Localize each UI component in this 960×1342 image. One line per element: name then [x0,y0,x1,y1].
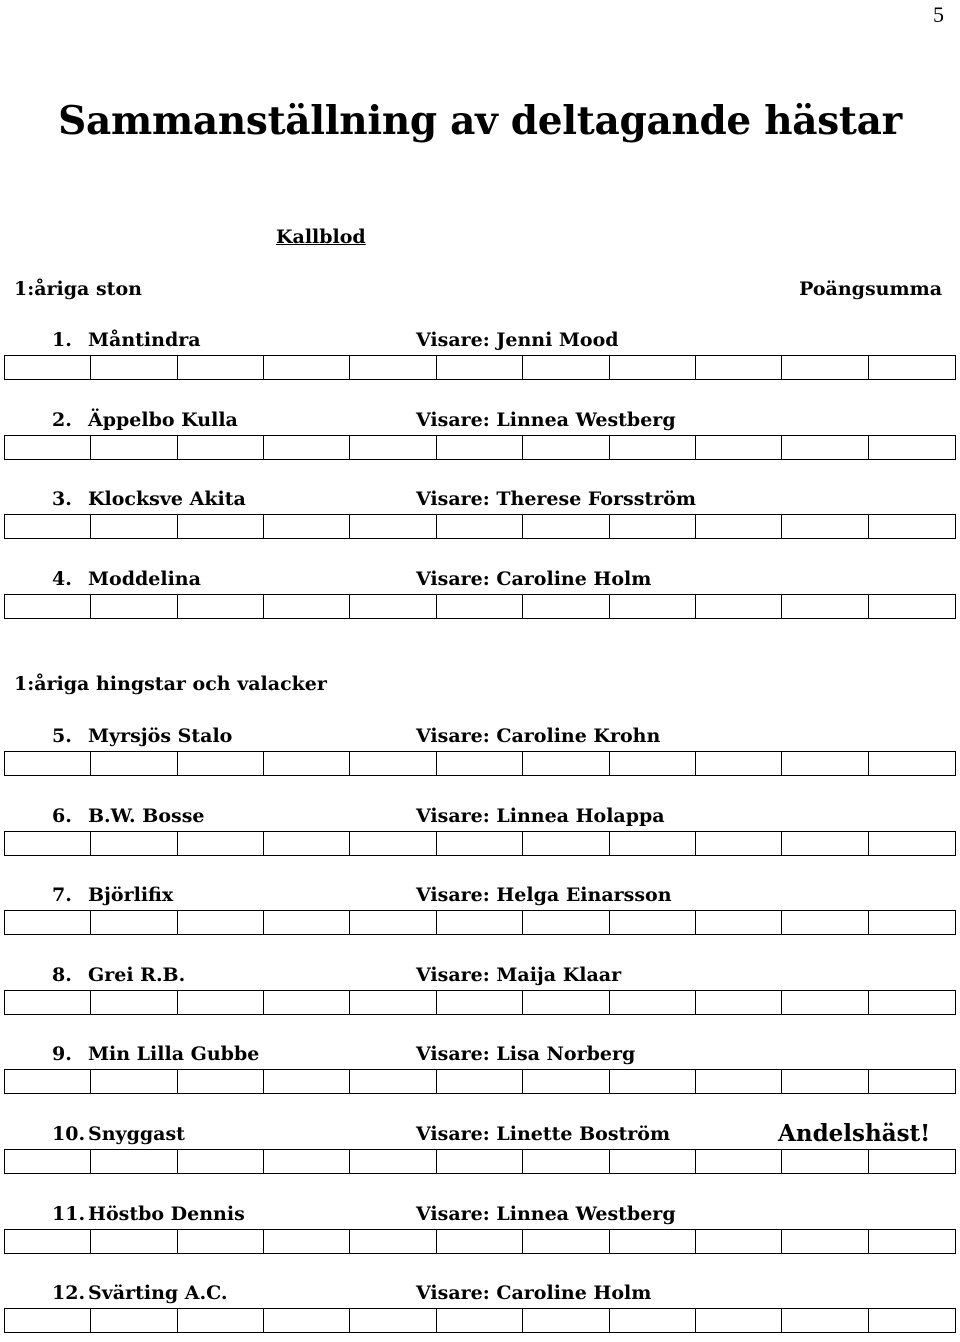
score-cell[interactable] [696,1070,782,1093]
score-cell[interactable] [869,1070,955,1093]
score-cell[interactable] [437,911,523,934]
score-cell[interactable] [869,515,955,538]
horse-entry [0,568,960,594]
score-cell[interactable] [5,1150,91,1173]
horse-entry [0,964,960,990]
score-cell[interactable] [610,595,696,618]
score-cell[interactable] [178,1230,264,1253]
score-cell[interactable] [91,356,177,379]
horse-number: 11. [52,1203,86,1225]
score-cell[interactable] [350,832,436,855]
score-cell[interactable] [782,1309,868,1332]
horse-number: 10. [52,1123,86,1145]
horse-entry [0,488,960,514]
score-cell[interactable] [91,1150,177,1173]
score-cell[interactable] [350,1070,436,1093]
horse-name: Måntindra [88,329,201,351]
score-cell[interactable] [782,1230,868,1253]
score-cell[interactable] [264,1230,350,1253]
score-cell[interactable] [350,595,436,618]
horse-note: Andelshäst! [778,1120,931,1147]
score-cell[interactable] [350,1150,436,1173]
horse-number: 12. [52,1282,86,1304]
score-cell[interactable] [523,991,609,1014]
score-cell[interactable] [350,356,436,379]
score-cell[interactable] [178,1150,264,1173]
horse-handler: Visare: Caroline Krohn [416,725,661,747]
score-cell[interactable] [91,1070,177,1093]
score-cell[interactable] [264,832,350,855]
horse-handler: Visare: Maija Klaar [416,964,622,986]
score-cell[interactable] [782,1150,868,1173]
score-grid [4,514,956,539]
score-cell[interactable] [523,1309,609,1332]
score-cell[interactable] [264,752,350,775]
score-cell[interactable] [178,752,264,775]
horse-handler: Visare: Linnea Westberg [416,409,676,431]
score-cell[interactable] [523,436,609,459]
score-cell[interactable] [178,515,264,538]
horse-number: 5. [52,725,72,747]
score-cell[interactable] [610,1230,696,1253]
score-cell[interactable] [264,911,350,934]
page-title: Sammanställning av deltagande hästar [58,98,902,144]
score-cell[interactable] [91,991,177,1014]
score-cell[interactable] [437,1309,523,1332]
score-grid [4,594,956,619]
score-cell[interactable] [178,991,264,1014]
score-cell[interactable] [696,436,782,459]
score-cell[interactable] [610,515,696,538]
score-cell[interactable] [782,991,868,1014]
score-cell[interactable] [696,1150,782,1173]
category-heading: Kallblod [276,226,366,248]
horse-entry [0,725,960,751]
score-cell[interactable] [91,911,177,934]
score-cell[interactable] [178,911,264,934]
score-cell[interactable] [437,515,523,538]
score-grid [4,990,956,1015]
score-cell[interactable] [5,595,91,618]
score-cell[interactable] [523,356,609,379]
score-cell[interactable] [264,515,350,538]
score-cell[interactable] [5,991,91,1014]
score-cell[interactable] [264,1309,350,1332]
score-cell[interactable] [350,515,436,538]
horse-name: Grei R.B. [88,964,186,986]
score-cell[interactable] [610,1309,696,1332]
score-cell[interactable] [869,1230,955,1253]
score-cell[interactable] [696,515,782,538]
horse-name: Myrsjös Stalo [88,725,233,747]
horse-name: Svärting A.C. [88,1282,228,1304]
horse-number: 9. [52,1043,72,1065]
score-cell[interactable] [178,1309,264,1332]
group-label: 1:åriga ston [14,278,142,300]
horse-name: Äppelbo Kulla [88,409,238,431]
score-cell[interactable] [523,832,609,855]
horse-entry [0,1282,960,1308]
score-cell[interactable] [178,356,264,379]
score-cell[interactable] [264,436,350,459]
score-cell[interactable] [869,356,955,379]
score-cell[interactable] [782,515,868,538]
horse-name: Klocksve Akita [88,488,246,510]
horse-entry [0,1043,960,1069]
horse-handler: Visare: Caroline Holm [416,1282,652,1304]
score-cell[interactable] [782,595,868,618]
score-cell[interactable] [696,991,782,1014]
score-cell[interactable] [5,752,91,775]
horse-entry [0,409,960,435]
score-cell[interactable] [5,515,91,538]
score-cell[interactable] [869,991,955,1014]
score-cell[interactable] [696,356,782,379]
horse-name: Min Lilla Gubbe [88,1043,260,1065]
score-cell[interactable] [696,832,782,855]
score-cell[interactable] [5,356,91,379]
score-cell[interactable] [696,752,782,775]
score-cell[interactable] [782,436,868,459]
score-cell[interactable] [264,356,350,379]
score-cell[interactable] [437,1230,523,1253]
score-cell[interactable] [264,595,350,618]
score-cell[interactable] [610,1070,696,1093]
score-cell[interactable] [696,1309,782,1332]
score-cell[interactable] [437,1150,523,1173]
horse-number: 4. [52,568,72,590]
horse-entry [0,329,960,355]
score-cell[interactable] [610,991,696,1014]
score-cell[interactable] [869,1150,955,1173]
horse-entry [0,1120,960,1149]
score-cell[interactable] [869,752,955,775]
horse-number: 3. [52,488,72,510]
score-cell[interactable] [178,832,264,855]
score-cell[interactable] [869,911,955,934]
score-grid [4,751,956,776]
score-cell[interactable] [696,1230,782,1253]
page-number: 5 [933,2,944,27]
horse-handler: Visare: Caroline Holm [416,568,652,590]
horse-handler: Visare: Linnea Westberg [416,1203,676,1225]
score-cell[interactable] [350,436,436,459]
score-cell[interactable] [869,436,955,459]
score-cell[interactable] [782,911,868,934]
score-cell[interactable] [610,911,696,934]
score-cell[interactable] [696,595,782,618]
score-cell[interactable] [610,356,696,379]
score-cell[interactable] [437,991,523,1014]
horse-entry [0,1203,960,1229]
score-grid [4,910,956,935]
score-grid [4,435,956,460]
horse-name: Snyggast [88,1123,185,1145]
score-cell[interactable] [782,356,868,379]
horse-number: 2. [52,409,72,431]
horse-name: B.W. Bosse [88,805,205,827]
score-cell[interactable] [178,595,264,618]
score-cell[interactable] [869,595,955,618]
score-grid [4,1149,956,1174]
score-grid [4,831,956,856]
score-cell[interactable] [5,1230,91,1253]
horse-handler: Visare: Therese Forsström [416,488,696,510]
horse-entry [0,884,960,910]
score-cell[interactable] [437,1070,523,1093]
horse-handler: Visare: Jenni Mood [416,329,619,351]
score-cell[interactable] [91,595,177,618]
score-cell[interactable] [350,991,436,1014]
score-cell[interactable] [350,752,436,775]
score-cell[interactable] [437,752,523,775]
points-header: Poängsumma [799,278,942,300]
score-cell[interactable] [350,1230,436,1253]
horse-number: 1. [52,329,72,351]
score-cell[interactable] [610,436,696,459]
score-cell[interactable] [264,1070,350,1093]
score-cell[interactable] [437,356,523,379]
horse-name: Björlifix [88,884,174,906]
score-cell[interactable] [869,832,955,855]
score-cell[interactable] [178,1070,264,1093]
score-cell[interactable] [91,1309,177,1332]
horse-number: 7. [52,884,72,906]
score-cell[interactable] [91,436,177,459]
score-grid [4,1229,956,1254]
score-cell[interactable] [869,1309,955,1332]
horse-entry [0,805,960,831]
score-cell[interactable] [264,991,350,1014]
score-cell[interactable] [523,1150,609,1173]
score-cell[interactable] [5,436,91,459]
score-cell[interactable] [5,911,91,934]
horse-name: Höstbo Dennis [88,1203,245,1225]
horse-handler: Visare: Helga Einarsson [416,884,672,906]
score-cell[interactable] [178,436,264,459]
horse-handler: Visare: Lisa Norberg [416,1043,636,1065]
score-cell[interactable] [350,1309,436,1332]
score-cell[interactable] [523,515,609,538]
score-cell[interactable] [610,752,696,775]
score-grid [4,1069,956,1094]
score-grid [4,355,956,380]
score-cell[interactable] [91,515,177,538]
score-cell[interactable] [696,911,782,934]
score-cell[interactable] [437,436,523,459]
score-cell[interactable] [782,1070,868,1093]
horse-name: Moddelina [88,568,201,590]
horse-handler: Visare: Linnea Holappa [416,805,665,827]
score-cell[interactable] [91,832,177,855]
score-cell[interactable] [5,832,91,855]
horse-handler: Visare: Linette Boström [416,1123,671,1145]
score-cell[interactable] [437,595,523,618]
score-cell[interactable] [437,832,523,855]
score-cell[interactable] [523,752,609,775]
score-cell[interactable] [350,911,436,934]
score-cell[interactable] [782,832,868,855]
horse-number: 6. [52,805,72,827]
score-cell[interactable] [264,1150,350,1173]
score-cell[interactable] [5,1309,91,1332]
score-cell[interactable] [523,1230,609,1253]
score-cell[interactable] [523,1070,609,1093]
score-cell[interactable] [91,1230,177,1253]
score-cell[interactable] [610,832,696,855]
score-cell[interactable] [523,911,609,934]
score-grid [4,1308,956,1333]
horse-number: 8. [52,964,72,986]
group-label: 1:åriga hingstar och valacker [14,673,327,695]
score-cell[interactable] [610,1150,696,1173]
score-cell[interactable] [5,1070,91,1093]
score-cell[interactable] [91,752,177,775]
score-cell[interactable] [782,752,868,775]
score-cell[interactable] [523,595,609,618]
